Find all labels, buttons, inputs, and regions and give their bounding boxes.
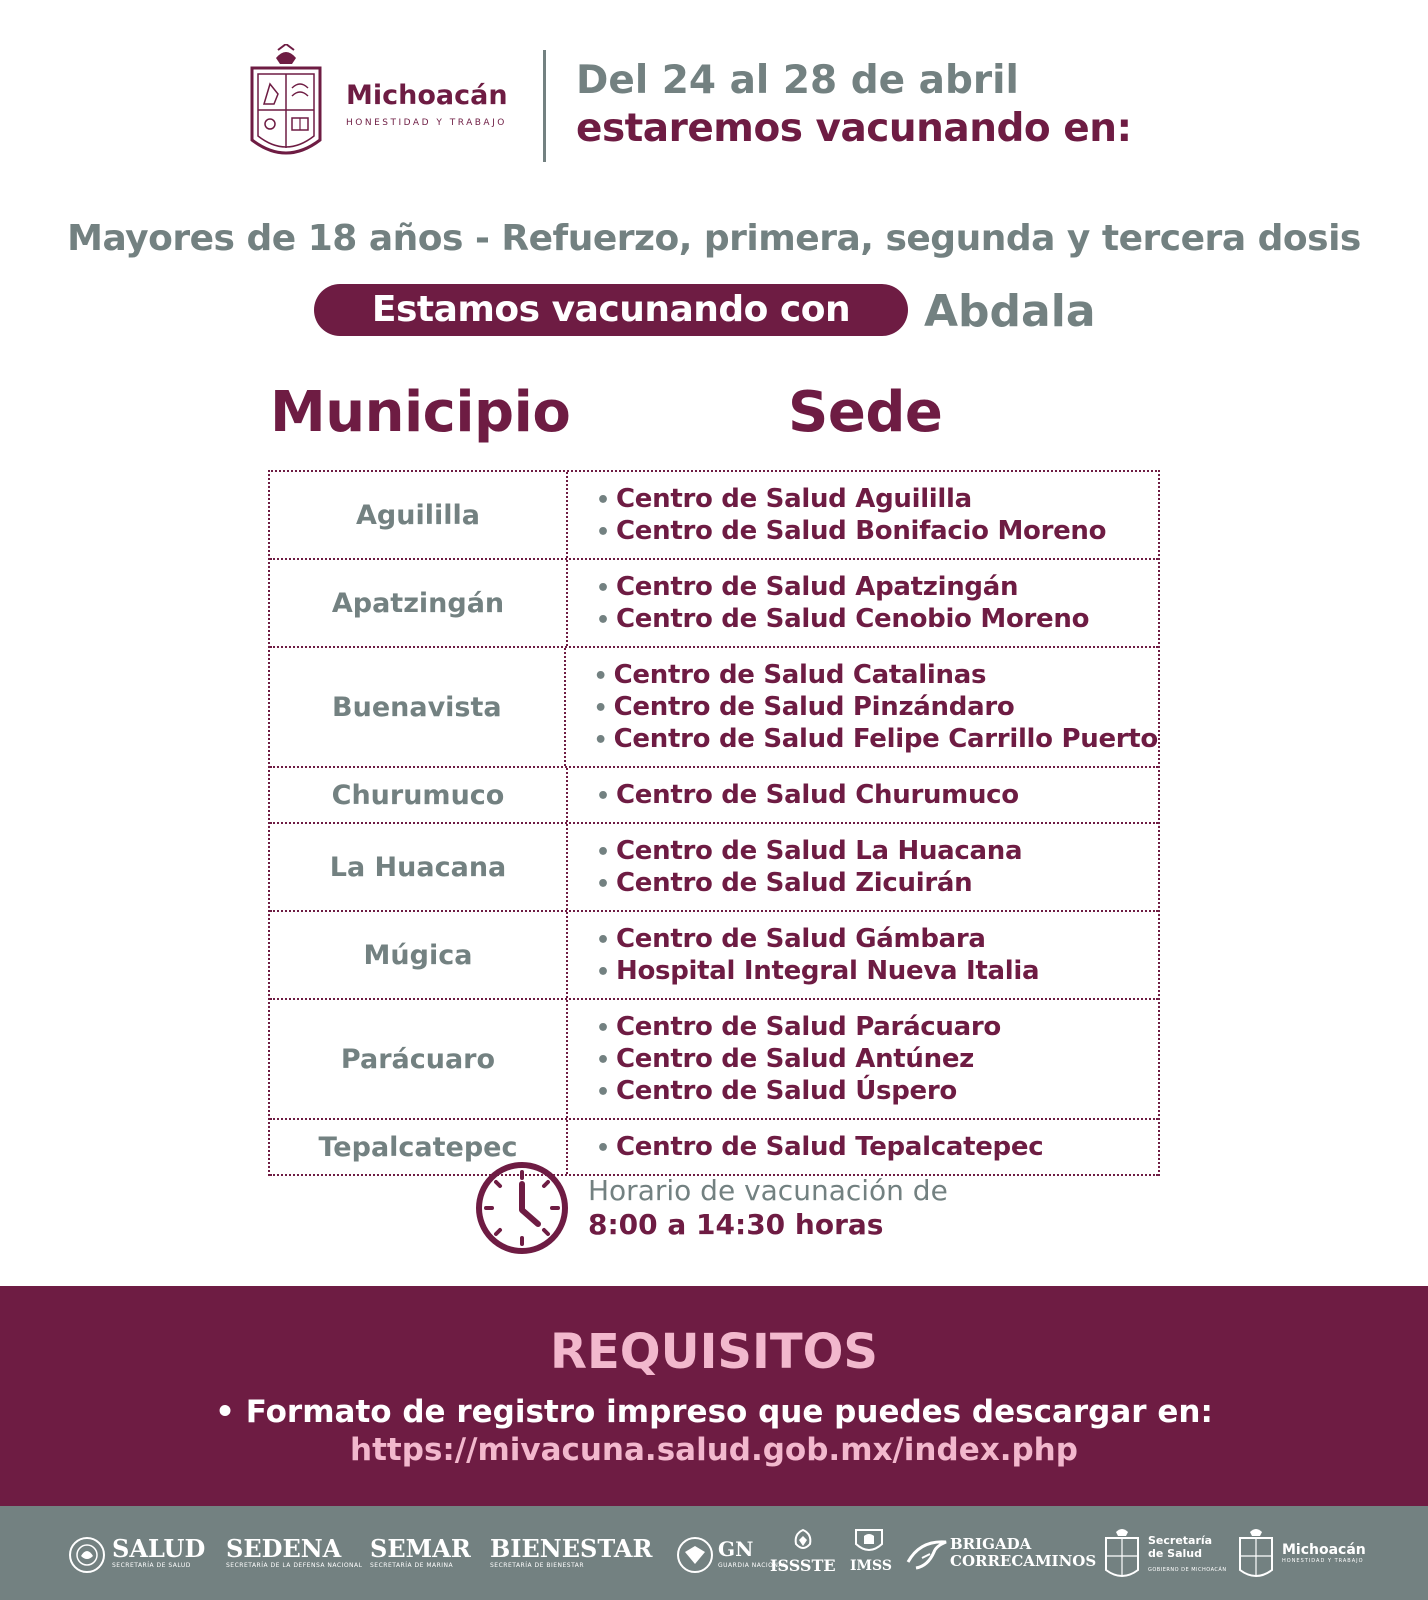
secretaria-salud-crest-icon <box>1104 1528 1140 1582</box>
sede-name: Centro de Salud Zicuirán <box>616 868 973 898</box>
sede-name: Centro de Salud Apatzingán <box>616 572 1019 602</box>
bullet-icon: • <box>596 840 610 865</box>
clock-icon <box>474 1160 570 1256</box>
logo-sedena: SEDENA SECRETARÍA DE LA DEFENSA NACIONAL <box>226 1534 363 1569</box>
sede-cell <box>568 824 1158 910</box>
sede-name: Centro de Salud La Huacana <box>616 836 1023 866</box>
sede-list-item <box>594 692 1158 724</box>
bullet-icon: • <box>593 664 608 689</box>
bullet-icon: • <box>596 488 610 513</box>
sede-list-item <box>596 1076 1158 1108</box>
sede-list-item <box>596 924 1158 956</box>
bullet-icon: • <box>596 520 610 545</box>
table-row <box>270 1000 1158 1120</box>
logo-michoacan: Michoacán HONESTIDAD Y TRABAJO <box>1282 1542 1366 1564</box>
sede-list-item <box>596 516 1158 548</box>
municipio-cell: La Huacana <box>270 824 568 910</box>
bullet-icon: • <box>596 1136 610 1161</box>
sede-list-item <box>596 956 1158 988</box>
vaccinating-heading: estaremos vacunando en: <box>576 106 1132 151</box>
table-row <box>270 768 1158 824</box>
municipio-cell: Parácuaro <box>270 1000 568 1118</box>
bullet-icon: • <box>593 696 608 721</box>
sede-name: Centro de Salud Tepalcatepec <box>616 1132 1044 1162</box>
sede-name: Centro de Salud Antúnez <box>616 1044 974 1074</box>
guardia-nacional-seal-icon <box>676 1536 714 1574</box>
municipio-cell: Buenavista <box>270 648 566 766</box>
sede-list-item <box>596 604 1158 636</box>
schedule <box>474 1160 994 1260</box>
date-range: Del 24 al 28 de abril <box>576 58 1019 103</box>
column-header-sede: Sede <box>788 380 943 445</box>
sede-list-item <box>596 780 1158 812</box>
sede-name: Centro de Salud Gámbara <box>616 924 986 954</box>
table-row <box>270 912 1158 1000</box>
requirement-item: • Formato de registro impreso que puedes descargar en: <box>215 1394 1213 1430</box>
sede-name: Centro de Salud Pinzándaro <box>613 692 1015 722</box>
roadrunner-icon <box>906 1536 950 1572</box>
bullet-icon: • <box>593 728 608 753</box>
requirements-band <box>0 1286 1428 1506</box>
logo-brigada-correcaminos: BRIGADA CORRECAMINOS <box>950 1535 1097 1570</box>
sede-name: Centro de Salud Catalinas <box>613 660 987 690</box>
logo-issste: ISSSTE <box>770 1556 836 1575</box>
logo-salud: SALUD SECRETARÍA DE SALUD <box>112 1534 206 1569</box>
table-row <box>270 648 1158 768</box>
sede-name: Centro de Salud Bonifacio Moreno <box>616 516 1107 546</box>
sede-cell <box>566 648 1158 766</box>
logo-bienestar: BIENESTAR SECRETARÍA DE BIENESTAR <box>490 1534 653 1569</box>
table-row <box>270 560 1158 648</box>
schedule-hours: 8:00 a 14:30 horas <box>588 1208 884 1241</box>
sede-cell <box>568 560 1158 646</box>
bullet-icon: • <box>596 784 610 809</box>
sede-cell <box>568 1000 1158 1118</box>
imss-emblem-icon <box>852 1528 886 1556</box>
sede-list-item <box>596 868 1158 900</box>
sede-cell <box>568 472 1158 558</box>
sede-cell <box>568 912 1158 998</box>
bullet-icon: • <box>596 576 610 601</box>
requirement-url-link[interactable]: https://mivacuna.salud.gob.mx/index.php <box>350 1432 1078 1468</box>
sede-list-item <box>596 1044 1158 1076</box>
header <box>0 40 1428 170</box>
sede-list-item <box>596 572 1158 604</box>
vaccine-pill: Estamos vacunando con <box>314 284 908 336</box>
bullet-icon: • <box>596 1016 610 1041</box>
logo-gn: GN GUARDIA NACIONAL <box>718 1537 787 1569</box>
audience-subtitle: Mayores de 18 años - Refuerzo, primera, segunda y tercera dosis <box>67 218 1361 259</box>
issste-emblem-icon <box>788 1528 818 1554</box>
sede-name: Hospital Integral Nueva Italia <box>616 956 1040 986</box>
footer-logos <box>0 1506 1428 1600</box>
municipio-cell: Tepalcatepec <box>270 1120 568 1174</box>
municipio-cell: Apatzingán <box>270 560 568 646</box>
sede-list-item <box>596 1012 1158 1044</box>
schedule-label: Horario de vacunación de <box>588 1174 948 1207</box>
municipio-cell: Múgica <box>270 912 568 998</box>
sede-name: Centro de Salud Úspero <box>616 1076 957 1106</box>
requirements-title: REQUISITOS <box>550 1324 878 1380</box>
bullet-icon: • <box>596 1048 610 1073</box>
brand-motto: HONESTIDAD Y TRABAJO <box>346 118 507 128</box>
sede-list-item <box>596 836 1158 868</box>
column-header-municipio: Municipio <box>270 380 571 445</box>
mexico-seal-icon <box>68 1536 106 1574</box>
logo-imss: IMSS <box>850 1558 892 1574</box>
sede-name: Centro de Salud Churumuco <box>616 780 1019 810</box>
bullet-icon: • <box>596 608 610 633</box>
municipio-cell: Churumuco <box>270 768 568 822</box>
vaccine-name: Abdala <box>924 286 1096 337</box>
table-row <box>270 472 1158 560</box>
sede-list-item <box>596 484 1158 516</box>
sede-cell <box>568 768 1158 822</box>
sites-table <box>268 470 1160 1176</box>
sede-name: Centro de Salud Felipe Carrillo Puerto <box>613 724 1158 754</box>
logo-secretaria-salud: Secretaría de Salud GOBIERNO DE MICHOACÁN <box>1148 1534 1227 1573</box>
sede-name: Centro de Salud Parácuaro <box>616 1012 1001 1042</box>
sede-name: Centro de Salud Cenobio Moreno <box>616 604 1090 634</box>
municipio-cell: Aguililla <box>270 472 568 558</box>
brand-name: Michoacán <box>346 80 508 111</box>
header-divider <box>543 50 546 162</box>
logo-semar: SEMAR SECRETARÍA DE MARINA <box>370 1534 471 1569</box>
bullet-icon: • <box>596 960 610 985</box>
bullet-icon: • <box>596 872 610 897</box>
bullet-icon: • <box>596 1080 610 1105</box>
bullet-icon: • <box>596 928 610 953</box>
sede-list-item <box>594 724 1158 756</box>
vaccine-row <box>314 284 1134 338</box>
table-row <box>270 824 1158 912</box>
michoacan-crest-icon <box>248 44 324 166</box>
sede-list-item <box>594 660 1158 692</box>
michoacan-small-crest-icon <box>1238 1528 1274 1582</box>
sede-name: Centro de Salud Aguililla <box>616 484 972 514</box>
